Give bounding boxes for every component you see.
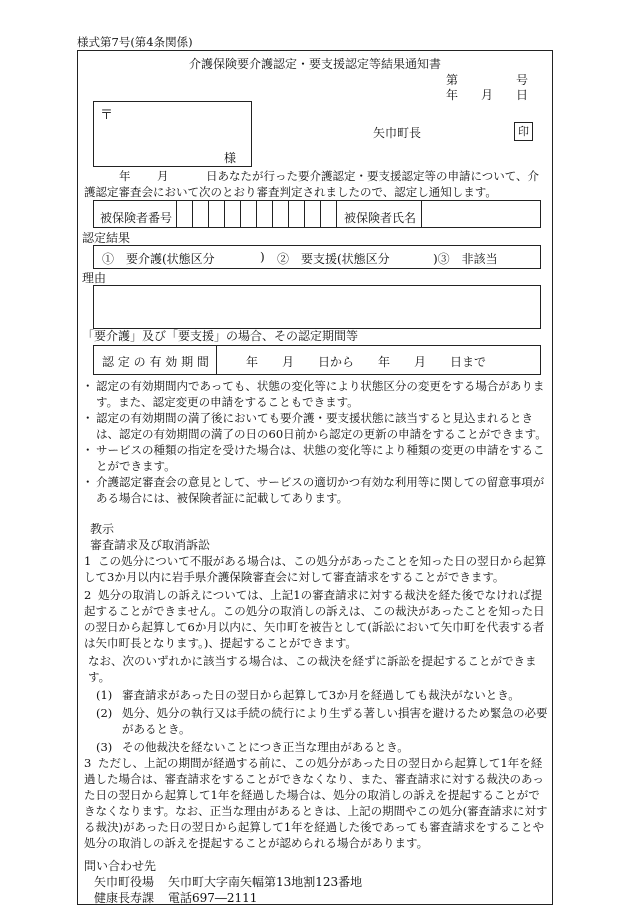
sub-item bbox=[96, 705, 549, 737]
honorific: 様 bbox=[224, 151, 237, 165]
note-item bbox=[82, 410, 552, 442]
sub-item bbox=[96, 739, 549, 755]
insured-table bbox=[93, 200, 541, 228]
digit-cell-end bbox=[336, 201, 337, 227]
contact-title: 問い合わせ先 bbox=[84, 859, 157, 873]
note-text: 認定の有効期間の満了後においても要介護・要支援状態に該当すると見込まれるときは、認定の有効期間の満了の日の60日前から認定の更新の申請をすることができます。 bbox=[96, 411, 547, 441]
instruction-item-2-note: なお、次のいずれかに該当する場合は、この裁決を経ずに訴訟を提起することができます。 bbox=[88, 654, 537, 684]
note-item bbox=[82, 442, 552, 474]
instruction-subtitle: 審査請求及び取消訴訟 bbox=[90, 538, 211, 552]
address-box[interactable] bbox=[93, 101, 252, 167]
reason-label: 理由 bbox=[82, 271, 107, 285]
item-text: 処分の取消しの訴えについては、上記1の審査請求に対する裁決を経た後でなければ提起することができません。この処分の取消しの訴えは、この裁決があったことを知った日の翌日から起算して6か月以内に、矢巾町を被告として(訴訟において矢巾町を代表する者は矢巾町長となります。)、提起することができます。 bbox=[84, 588, 545, 650]
insured-name-label: 被保険者氏名 bbox=[344, 211, 417, 225]
digit-cell[interactable] bbox=[192, 201, 193, 227]
date-month: 月 bbox=[481, 88, 494, 102]
bullet-mark: ・ bbox=[82, 411, 94, 425]
instruction-item-2 bbox=[84, 587, 549, 651]
document-title: 介護保険要介護認定・要支援認定等結果通知書 bbox=[188, 57, 441, 71]
instruction-item-3 bbox=[84, 755, 549, 851]
digit-cell[interactable] bbox=[240, 201, 241, 227]
item-number: 2 bbox=[84, 588, 92, 602]
sub-item-number: (1) bbox=[96, 688, 113, 702]
validity-heading: 「要介護」及び「要支援」の場合、その認定期間等 bbox=[82, 329, 359, 343]
seal-mark: 印 bbox=[514, 122, 533, 141]
number-prefix: 第 bbox=[446, 73, 459, 87]
item-text: ただし、上記の期間が経過する前に、この処分があった日の翌日から起算して1年を経過した場合は、審査請求をすることができなくなり、また、審査請求に対する裁決のあった日の翌日から起算して1年を経過した場合は、処分の取消しの訴えを提起することができなくなります。なお、正当な理由があるときは、上記の期間やこの処分(審査請求に対する裁決)があった日の翌日から起算して1年を経過した後であっても審査請求をすることや処分の取消しの訴えを提起することが認められる場合があります。 bbox=[84, 756, 548, 850]
sub-item-number: (2) bbox=[96, 706, 113, 720]
intro-text: 日あなたが行った要介護認定・要支援認定等の申請について、介護認定審査会において次のとおり審査判定されましたので、認定し通知します。 bbox=[84, 169, 540, 199]
note-item bbox=[82, 474, 552, 506]
sub-item-text: 処分、処分の執行又は手続の続行により生ずる著しい損害を避けるため緊急の必要があるとき。 bbox=[122, 706, 548, 736]
digit-cell[interactable] bbox=[176, 201, 177, 227]
validity-month-2: 月 bbox=[414, 355, 427, 369]
sub-item-number: (3) bbox=[96, 740, 113, 754]
result-label: 認定結果 bbox=[82, 231, 131, 245]
intro-year: 年 bbox=[119, 169, 131, 183]
postal-mark: 〒 bbox=[100, 108, 114, 123]
date-day: 日 bbox=[516, 88, 529, 102]
date-year: 年 bbox=[446, 88, 459, 102]
digit-cell[interactable] bbox=[304, 201, 305, 227]
validity-from: 日から bbox=[318, 355, 355, 369]
digit-cell[interactable] bbox=[272, 201, 273, 227]
note-text: サービスの種類の指定を受けた場合は、状態の変化等により種類の変更の申請をすることができます。 bbox=[96, 443, 545, 473]
digit-cell[interactable] bbox=[224, 201, 225, 227]
digit-cell[interactable] bbox=[208, 201, 209, 227]
validity-year-1: 年 bbox=[246, 355, 259, 369]
form-number-label: 様式第7号(第4条関係) bbox=[77, 35, 193, 49]
bullet-mark: ・ bbox=[82, 379, 94, 393]
result-box bbox=[93, 245, 541, 269]
contact-phone: 電話697―2111 bbox=[168, 891, 258, 905]
digit-cell[interactable] bbox=[288, 201, 289, 227]
insured-name-field[interactable] bbox=[421, 201, 422, 227]
sub-item-text: 審査請求があった日の翌日から起算して3か月を経過しても裁決がないとき。 bbox=[122, 688, 520, 702]
digit-cell[interactable] bbox=[320, 201, 321, 227]
result-option-3[interactable]: )③ 非該当 bbox=[433, 252, 498, 266]
item-number: 3 bbox=[84, 756, 92, 770]
reason-field[interactable] bbox=[93, 285, 541, 329]
digit-cell[interactable] bbox=[256, 201, 257, 227]
sub-item bbox=[96, 687, 549, 703]
contact-office: 矢巾町役場 bbox=[94, 875, 155, 889]
validity-divider bbox=[216, 346, 217, 374]
note-text: 介護認定審査会の意見として、サービスの適切かつ有効な利用等に関しての留意事項がある場合には、被保険者証に記載してあります。 bbox=[96, 475, 545, 505]
contact-address: 矢巾町大字南矢幅第13地割123番地 bbox=[168, 875, 363, 889]
note-text: 認定の有効期間内であっても、状態の変化等により状態区分の変更をする場合があります。また、認定変更の申請をすることもできます。 bbox=[96, 379, 545, 409]
bullet-mark: ・ bbox=[82, 475, 94, 489]
item-text: この処分について不服がある場合は、この処分があったことを知った日の翌日から起算して3か月以内に岩手県介護保険審査会に対して審査請求をすることができます。 bbox=[84, 554, 547, 584]
result-option-1[interactable]: ① 要介護(状態区分 bbox=[102, 252, 215, 266]
number-suffix: 号 bbox=[516, 73, 529, 87]
item-number: 1 bbox=[84, 554, 92, 568]
validity-label: 認 定 の 有 効 期 間 bbox=[102, 355, 209, 369]
contact-section: 健康長寿課 bbox=[94, 891, 155, 905]
instruction-item-1 bbox=[84, 553, 549, 585]
note-item bbox=[82, 378, 552, 410]
issuer-name: 矢巾町長 bbox=[373, 126, 422, 140]
bullet-mark: ・ bbox=[82, 443, 94, 457]
insured-number-label: 被保険者番号 bbox=[100, 211, 173, 225]
instruction-title: 教示 bbox=[90, 522, 115, 536]
intro-month: 月 bbox=[157, 169, 169, 183]
validity-year-2: 年 bbox=[378, 355, 391, 369]
notice-form bbox=[77, 50, 553, 905]
result-option-2[interactable]: ② 要支援(状態区分 bbox=[277, 252, 390, 266]
validity-table bbox=[93, 345, 541, 375]
validity-month-1: 月 bbox=[282, 355, 295, 369]
sub-item-text: その他裁決を経ないことにつき正当な理由があるとき。 bbox=[122, 740, 409, 754]
validity-until: 日まで bbox=[450, 355, 487, 369]
result-paren-1: ) bbox=[260, 250, 265, 264]
